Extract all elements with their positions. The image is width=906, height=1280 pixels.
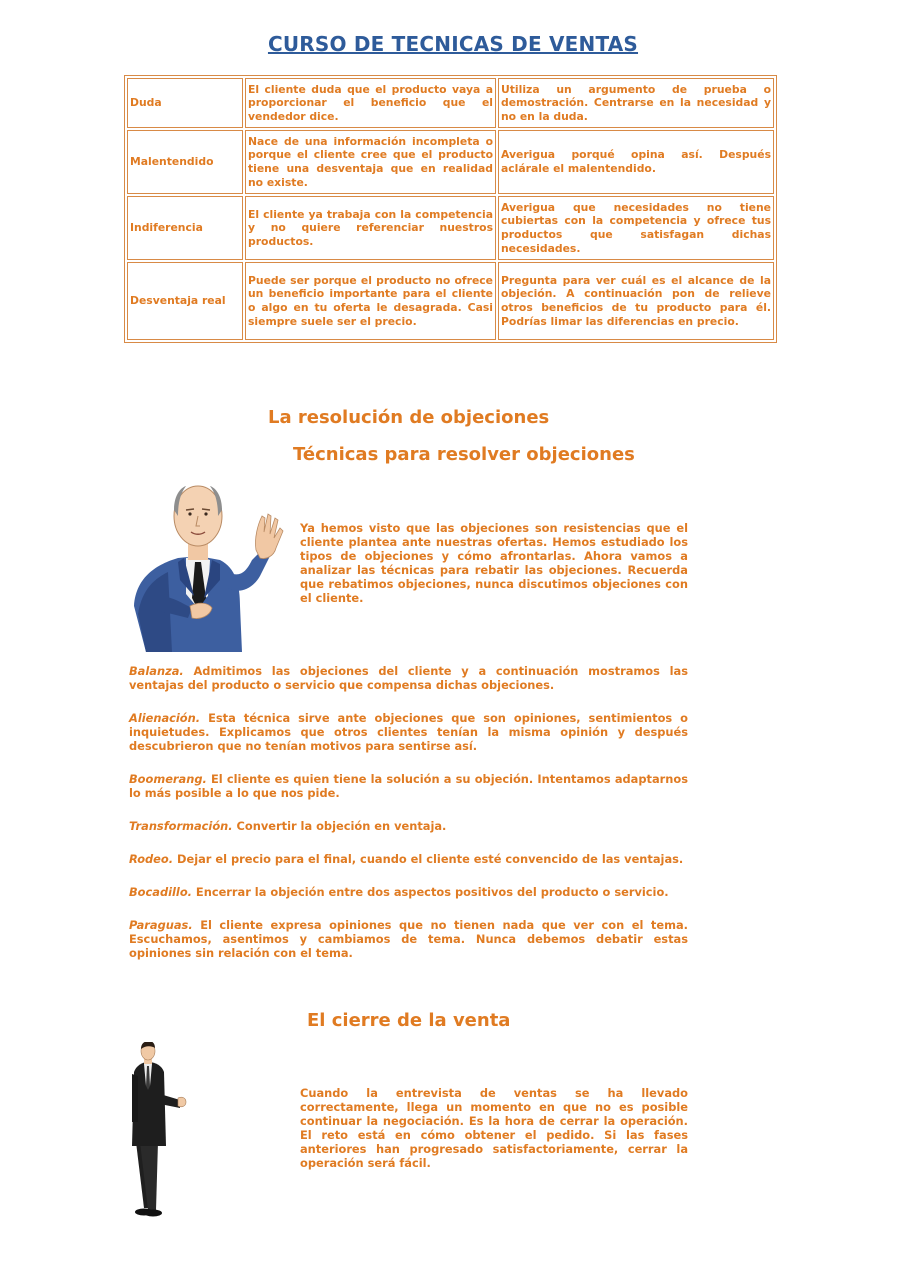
technique-paragraph xyxy=(129,819,688,833)
table-row xyxy=(127,196,774,260)
resolution-subheading: Técnicas para resolver objeciones xyxy=(293,444,635,465)
objection-description: El cliente ya trabaja con la competencia y no quiere referenciar nuestros productos. xyxy=(245,196,496,260)
technique-paragraph xyxy=(129,885,688,899)
table-row xyxy=(127,262,774,340)
technique-term: Bocadillo. xyxy=(129,885,192,899)
closing-text: Cuando la entrevista de ventas se ha llevado correctamente, llega un momento en que no es posible continuar la negociación. Es la hora de cerrar la operación. El reto está en cómo obtener el pedido. Si las fases anteriores han progresado satisfactoriamente, cerrar la operación será fácil. xyxy=(300,1086,688,1170)
technique-text: Esta técnica sirve ante objeciones que son opiniones, sentimientos o inquietudes. Explicamos que otros clientes tenían la misma opinión y después descubrieron que no tenían motivos para sentirse así. xyxy=(129,711,688,753)
objection-description: Puede ser porque el producto no ofrece un beneficio importante para el cliente o algo en tu oferta le desagrada. Casi siempre suele ser el precio. xyxy=(245,262,496,340)
objection-name: Malentendido xyxy=(127,130,243,194)
technique-term: Boomerang. xyxy=(129,772,207,786)
technique-paragraph xyxy=(129,711,688,753)
technique-term: Balanza. xyxy=(129,664,184,678)
objection-name: Duda xyxy=(127,78,243,128)
standing-man-illustration xyxy=(124,1042,194,1218)
objection-solution: Utiliza un argumento de prueba o demostración. Centrarse en la necesidad y no en la duda. xyxy=(498,78,774,128)
technique-paragraph xyxy=(129,772,688,800)
table-row xyxy=(127,78,774,128)
objection-description: Nace de una información incompleta o porque el cliente cree que el producto tiene una desventaja que en realidad no existe. xyxy=(245,130,496,194)
technique-text: Convertir la objeción en ventaja. xyxy=(232,819,447,833)
resolution-intro: Ya hemos visto que las objeciones son resistencias que el cliente plantea ante nuestras ofertas. Hemos estudiado los tipos de objeciones y cómo afrontarlas. Ahora vamos a analizar las técnicas para rebatir las objeciones. Recuerda que rebatimos objeciones, nunca discutimos objeciones con el cliente. xyxy=(300,521,688,605)
technique-text: El cliente es quien tiene la solución a su objeción. Intentamos adaptarnos lo más posible a lo que nos pide. xyxy=(129,772,688,800)
table-row xyxy=(127,130,774,194)
technique-paragraph xyxy=(129,664,688,692)
objection-solution: Pregunta para ver cuál es el alcance de la objeción. A continuación pon de relieve otros beneficios de tu producto para él. Podrías limar las diferencias en precio. xyxy=(498,262,774,340)
objection-solution: Averigua que necesidades no tiene cubiertas con la competencia y ofrece tus productos que satisfagan dichas necesidades. xyxy=(498,196,774,260)
closing-heading: El cierre de la venta xyxy=(307,1010,511,1031)
objection-name: Desventaja real xyxy=(127,262,243,340)
technique-text: Admitimos las objeciones del cliente y a continuación mostramos las ventajas del producto o servicio que compensa dichas objeciones. xyxy=(129,664,688,692)
technique-term: Transformación. xyxy=(129,819,233,833)
technique-text: Dejar el precio para el final, cuando el cliente esté convencido de las ventajas. xyxy=(173,852,684,866)
objections-table xyxy=(124,75,777,343)
page-title: CURSO DE TECNICAS DE VENTAS xyxy=(267,32,639,56)
technique-term: Alienación. xyxy=(129,711,201,725)
resolution-heading: La resolución de objeciones xyxy=(268,407,550,428)
technique-paragraph xyxy=(129,852,688,866)
objection-description: El cliente duda que el producto vaya a proporcionar el beneficio que el vendedor dice. xyxy=(245,78,496,128)
technique-paragraph xyxy=(129,918,688,960)
technique-term: Paraguas. xyxy=(129,918,193,932)
objection-name: Indiferencia xyxy=(127,196,243,260)
technique-term: Rodeo. xyxy=(129,852,174,866)
technique-text: Encerrar la objeción entre dos aspectos positivos del producto o servicio. xyxy=(191,885,669,899)
businessman-illustration xyxy=(128,476,288,652)
technique-text: El cliente expresa opiniones que no tienen nada que ver con el tema. Escuchamos, asentimos y cambiamos de tema. Nunca debemos debatir estas opiniones sin relación con el tema. xyxy=(129,918,688,960)
objection-solution: Averigua porqué opina así. Después aclárale el malentendido. xyxy=(498,130,774,194)
